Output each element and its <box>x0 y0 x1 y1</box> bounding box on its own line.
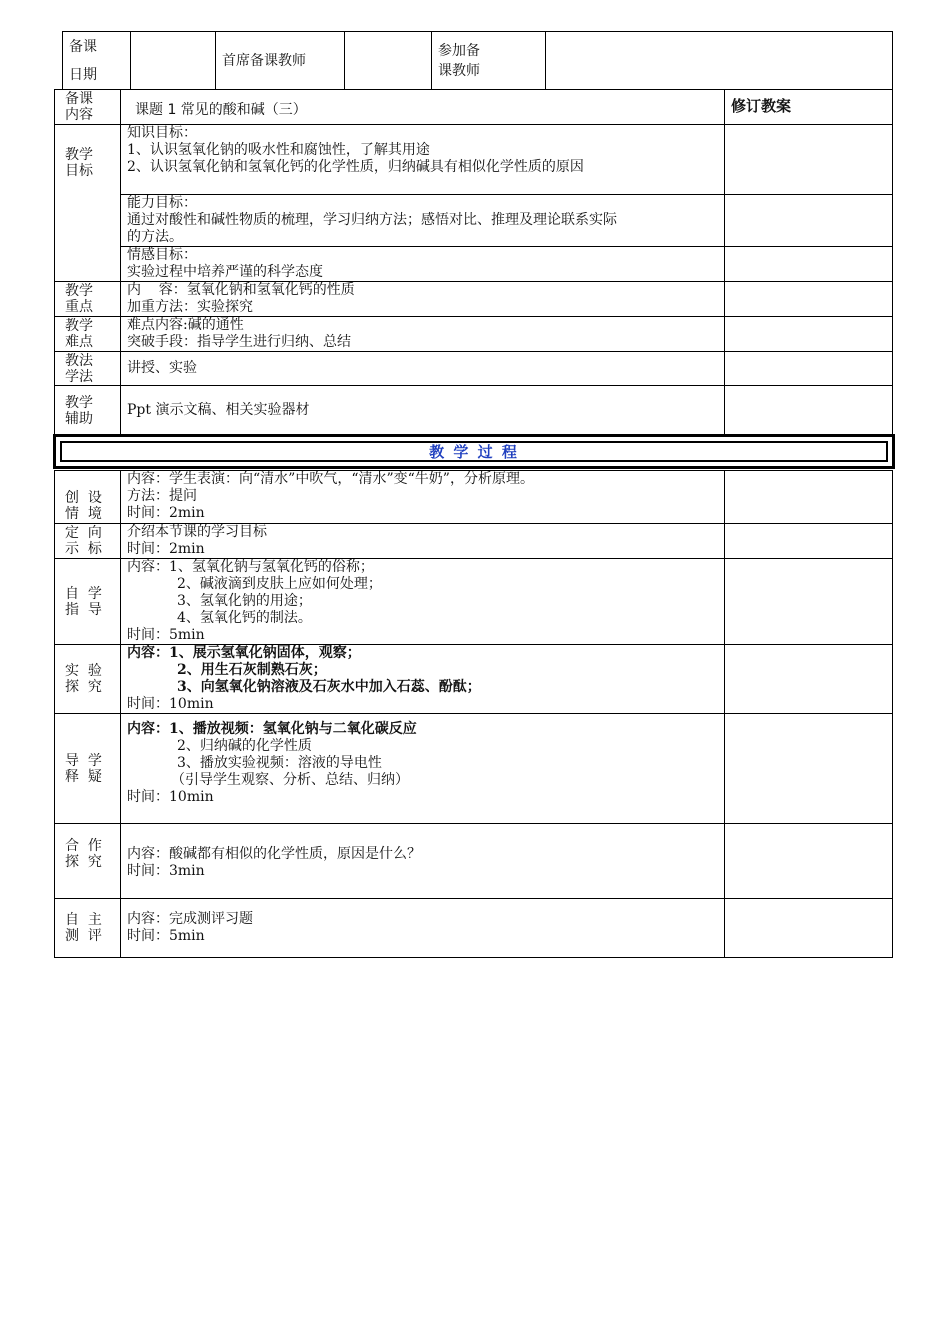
step-line: 时间：10min <box>127 789 214 805</box>
step-content <box>121 714 725 824</box>
emotion-item: 实验过程中培养严谨的科学态度 <box>127 264 323 280</box>
step-line: 内容：1、播放视频：氢氧化钠与二氧化碳反应 <box>127 721 417 737</box>
difficulties-content <box>121 317 725 352</box>
step-label <box>55 824 121 899</box>
step-line: 3、播放实验视频：溶液的导电性 <box>177 755 382 771</box>
step-line: 方法：提问 <box>127 488 197 504</box>
revision-cell[interactable] <box>725 714 893 824</box>
step-label-1: 定 向 <box>65 525 102 541</box>
key-points-label <box>55 282 121 317</box>
revision-cell[interactable] <box>725 899 893 958</box>
key-points-line: 加重方法：实验探究 <box>127 299 253 315</box>
difficulties-label-1: 教学 <box>65 318 93 334</box>
process-table <box>54 470 893 958</box>
step-label-2: 示 标 <box>65 541 102 557</box>
step-label-2: 指 导 <box>65 601 102 618</box>
knowledge-item: 1、认识氢氧化钠的吸水性和腐蚀性，了解其用途 <box>127 142 430 158</box>
step-line: 时间：2min <box>127 541 205 557</box>
chief-teacher-label: 首席备课教师 <box>216 32 345 90</box>
revision-cell[interactable] <box>725 282 893 317</box>
revision-cell[interactable] <box>725 195 893 247</box>
step-label-2: 情 境 <box>65 506 102 522</box>
methods-content: 讲授、实验 <box>121 352 725 386</box>
step-label-1: 自 主 <box>65 912 102 928</box>
difficulties-label <box>55 317 121 352</box>
step-line: 内容：酸碱都有相似的化学性质，原因是什么？ <box>127 846 421 862</box>
difficulties-label-2: 难点 <box>65 334 93 350</box>
ability-item: 的方法。 <box>127 229 183 245</box>
aids-label-2: 辅助 <box>65 410 93 427</box>
step-label-1: 自 学 <box>65 585 102 602</box>
revision-cell[interactable] <box>725 317 893 352</box>
step-line: 2、归纳碱的化学性质 <box>177 738 312 754</box>
join-teacher-label-cell <box>432 32 546 90</box>
aids-content: Ppt 演示文稿、相关实验器材 <box>121 386 725 436</box>
date-label-2: 日期 <box>69 66 97 83</box>
step-line: 3、氢氧化钠的用途； <box>177 593 312 609</box>
step-line: 时间：5min <box>127 627 205 643</box>
revision-header: 修订教案 <box>725 90 893 125</box>
step-line: 内容：完成测评习题 <box>127 911 253 927</box>
difficulties-line: 难点内容:碱的通性 <box>127 317 244 333</box>
step-line: 时间：2min <box>127 505 205 521</box>
knowledge-item: 2、认识氢氧化钠和氢氧化钙的化学性质，归纳碱具有相似化学性质的原因 <box>127 159 584 175</box>
step-line: 内容：1、氢氧化钠与氢氧化钙的俗称； <box>127 559 374 575</box>
methods-label-2: 学法 <box>65 368 93 385</box>
key-points-content <box>121 282 725 317</box>
methods-label-1: 教法 <box>65 352 93 369</box>
join-label-2: 课教师 <box>438 62 480 79</box>
knowledge-objectives <box>121 125 725 195</box>
step-content <box>121 899 725 958</box>
aids-label-1: 教学 <box>65 394 93 411</box>
step-label-1: 实 验 <box>65 663 102 679</box>
step-content <box>121 471 725 524</box>
step-line: 时间：10min <box>127 696 214 712</box>
ability-item: 通过对酸性和碱性物质的梳理，学习归纳方法；感悟对比、推理及理论联系实际 <box>127 212 617 228</box>
step-label <box>55 559 121 645</box>
step-label-2: 测 评 <box>65 928 102 944</box>
ability-heading: 能力目标： <box>127 195 197 211</box>
objectives-table <box>54 89 893 436</box>
step-label <box>55 714 121 824</box>
date-value-cell[interactable] <box>131 32 216 90</box>
step-label <box>55 645 121 714</box>
objectives-label-2: 目标 <box>65 163 93 179</box>
step-label-2: 探 究 <box>65 679 102 695</box>
step-content <box>121 645 725 714</box>
process-banner-inner <box>60 441 888 462</box>
process-banner <box>53 434 895 469</box>
content-label <box>55 90 121 125</box>
step-label-2: 释 疑 <box>65 768 102 785</box>
revision-cell[interactable] <box>725 645 893 714</box>
aids-label <box>55 386 121 436</box>
step-content <box>121 524 725 559</box>
revision-cell[interactable] <box>725 559 893 645</box>
emotion-heading: 情感目标： <box>127 247 197 263</box>
key-points-label-1: 教学 <box>65 283 93 299</box>
emotion-objectives <box>121 247 725 282</box>
join-label-1: 参加备 <box>438 42 480 59</box>
step-line: 内容：1、展示氢氧化钠固体，观察； <box>127 645 361 661</box>
lesson-title: 课题 1 常见的酸和碱（三） <box>121 90 725 125</box>
revision-cell[interactable] <box>725 352 893 386</box>
step-label-1: 导 学 <box>65 752 102 769</box>
process-title: 教 学 过 程 <box>429 443 519 461</box>
revision-cell[interactable] <box>725 471 893 524</box>
step-content <box>121 559 725 645</box>
revision-cell[interactable] <box>725 386 893 436</box>
key-points-label-2: 重点 <box>65 299 93 315</box>
revision-cell[interactable] <box>725 247 893 282</box>
ability-objectives <box>121 195 725 247</box>
step-label-1: 合 作 <box>65 838 102 854</box>
methods-label <box>55 352 121 386</box>
key-points-line: 内 容：氢氧化钠和氢氧化钙的性质 <box>127 282 355 298</box>
knowledge-heading: 知识目标： <box>127 125 197 141</box>
step-label <box>55 471 121 524</box>
step-line: 2、碱液滴到皮肤上应如何处理； <box>177 576 382 592</box>
difficulties-line: 突破手段：指导学生进行归纳、总结 <box>127 334 351 350</box>
content-label-2: 内容 <box>65 107 93 123</box>
revision-cell[interactable] <box>725 824 893 899</box>
step-label <box>55 524 121 559</box>
content-label-1: 备课 <box>65 91 93 107</box>
step-label-2: 探 究 <box>65 854 102 870</box>
chief-teacher-value[interactable] <box>345 32 432 90</box>
date-label-cell <box>63 32 131 90</box>
step-line: 2、用生石灰制熟石灰； <box>177 662 327 678</box>
header-table <box>62 31 893 90</box>
step-line: 介绍本节课的学习目标 <box>127 524 267 540</box>
revision-cell[interactable] <box>725 125 893 195</box>
date-label-1: 备课 <box>69 38 97 55</box>
objectives-label-1: 教学 <box>65 147 93 163</box>
step-line: 4、氢氧化钙的制法。 <box>177 610 312 626</box>
step-line: 时间：3min <box>127 863 205 879</box>
revision-cell[interactable] <box>725 524 893 559</box>
step-line: 内容：学生表演：向“清水”中吹气，“清水”变“牛奶”，分析原理。 <box>127 471 534 487</box>
step-line: （引导学生观察、分析、总结、归纳） <box>171 772 409 788</box>
step-content <box>121 824 725 899</box>
step-line: 时间：5min <box>127 928 205 944</box>
join-teacher-value[interactable] <box>546 32 893 90</box>
step-label-1: 创 设 <box>65 490 102 506</box>
step-line: 3、向氢氧化钠溶液及石灰水中加入石蕊、酚酞； <box>177 679 481 695</box>
step-label <box>55 899 121 958</box>
objectives-label <box>55 125 121 282</box>
